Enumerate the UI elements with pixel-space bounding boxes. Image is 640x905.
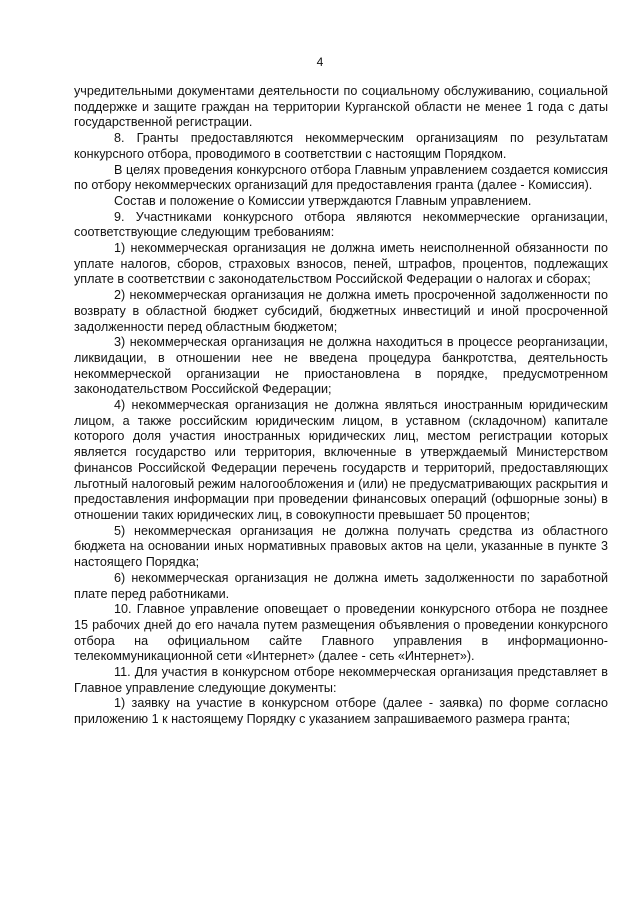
- paragraph-item-11: 11. Для участия в конкурсном отборе некоммерческая организация представляет в Главное управление следующие документы:: [74, 665, 608, 695]
- paragraph-commission-composition: Состав и положение о Комиссии утверждаются Главным управлением.: [114, 193, 532, 208]
- page-number: 4: [316, 55, 324, 69]
- paragraph-item-8: 8. Гранты предоставляются некоммерческим организациям по результатам конкурсного отбора, проводимого в соответствии с настоящим Порядком.: [74, 131, 608, 161]
- requirement-4: 4) некоммерческая организация не должна являться иностранным юридическим лицом, а также российским юридическим лицом, в уставном (складочном) капитале которого доля участия иностранных юридических лиц, местом регистрации которых является государство или территория, включенные в утверждаемый Министерством финансов Российской Федерации перечень государств и территорий, предоставляющих льготный налоговый режим налогообложения и (или) не предусматривающих раскрытия и предоставления информации при проведении финансовых операций (офшорные зоны) в отношении таких юридических лиц, в совокупности превышает 50 процентов;: [74, 398, 608, 522]
- paragraph-item-9: 9. Участниками конкурсного отбора являются некоммерческие организации, соответствующие следующим требованиям:: [74, 209, 608, 240]
- requirement-2: 2) некоммерческая организация не должна иметь просроченной задолженности по возврату в областной бюджет субсидий, бюджетных инвестиций и иной просроченной задолженности перед областным бюджетом;: [74, 288, 608, 334]
- paragraph-continuation: учредительными документами деятельности по социальному обслуживанию, социальной поддержке и защите граждан на территории Курганской области не менее 1 года с даты государственной регистрации.: [74, 84, 608, 130]
- document-1-application: 1) заявку на участие в конкурсном отборе (далее - заявка) по форме согласно приложению 1 к настоящему Порядку с указанием запрашиваемого размера гранта;: [74, 696, 608, 727]
- requirement-5: 5) некоммерческая организация не должна получать средства из областного бюджета на основании иных нормативных правовых актов на цели, указанные в пункте 3 настоящего Порядка;: [74, 523, 608, 570]
- document-body: [74, 84, 608, 728]
- paragraph-item-10: 10. Главное управление оповещает о проведении конкурсного отбора не позднее 15 рабочих дней до его начала путем размещения объявления о проведении конкурсного отбора на официальном сайте Главного управления в информационно-телекоммуникационной сети «Интернет» (далее - сеть «Интернет»).: [74, 602, 608, 664]
- requirement-3: 3) некоммерческая организация не должна находиться в процессе реорганизации, ликвидации, в отношении нее не введена процедура банкротства, деятельность некоммерческой организации не приостановлена в порядке, предусмотренном законодательством Российской Федерации;: [74, 335, 608, 397]
- requirement-1: 1) некоммерческая организация не должна иметь неисполненной обязанности по уплате налогов, сборов, страховых взносов, пеней, штрафов, процентов, подлежащих уплате в соответствии с законодательством Российской Федерации о налогах и сборах;: [74, 241, 608, 287]
- paragraph-commission: В целях проведения конкурсного отбора Главным управлением создается комиссия по отбору некоммерческих организаций для предоставления гранта (далее - Комиссия).: [74, 162, 608, 193]
- requirement-6: 6) некоммерческая организация не должна иметь задолженности по заработной плате перед работниками.: [74, 570, 608, 601]
